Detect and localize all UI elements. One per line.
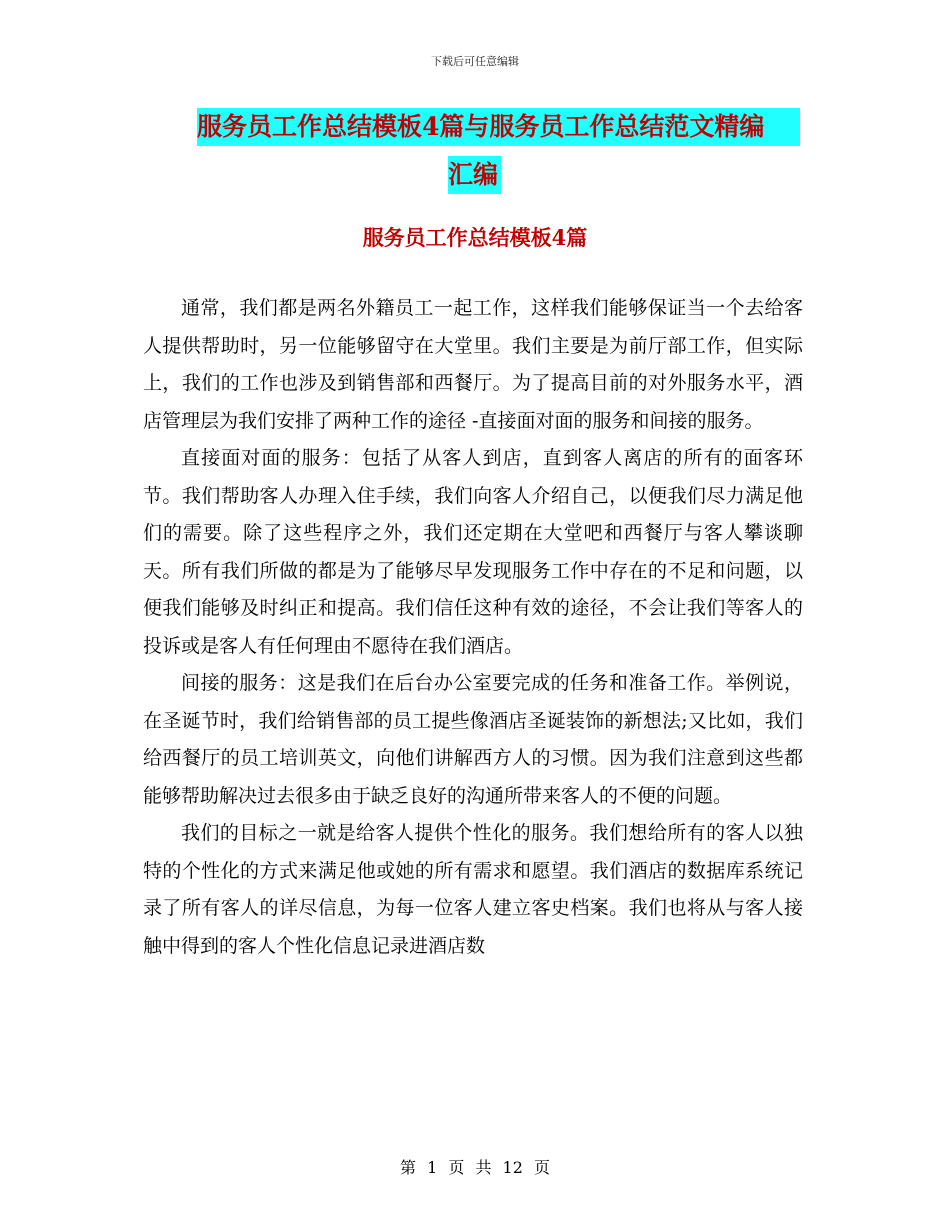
title-line-1: 服务员工作总结模板4篇与服务员工作总结范文精编: [197, 108, 800, 146]
header-note: 下载后可任意编辑: [431, 55, 519, 68]
title-line-2: 汇编: [448, 156, 501, 194]
page-footer: 第 1 页 共 12 页: [400, 1158, 550, 1177]
paragraph: 直接面对面的服务：包括了从客人到店，直到客人离店的所有的面客环节。我们帮助客人办理入住手续，我们向客人介绍自己，以便我们尽力满足他们的需要。除了这些程序之外，我们还定期在大堂吧和西餐厅与客人攀谈聊天。所有我们所做的都是为了能够尽早发现服务工作中存在的不足和问题，以便我们能够及时纠正和提高。我们信任这种有效的途径，不会让我们等客人的投诉或是客人有任何理由不愿待在我们酒店。: [143, 447, 803, 657]
section-title: 服务员工作总结模板4篇: [362, 225, 588, 250]
paragraph: 通常，我们都是两名外籍员工一起工作，这样我们能够保证当一个去给客人提供帮助时，另一位能够留守在大堂里。我们主要是为前厅部工作，但实际上，我们的工作也涉及到销售部和西餐厅。为了提高目前的对外服务水平，酒店管理层为我们安排了两种工作的途径 -直接面对面的服务和间接的服务。: [143, 297, 803, 432]
paragraph: 间接的服务：这是我们在后台办公室要完成的任务和准备工作。举例说，在圣诞节时，我们给销售部的员工提些像酒店圣诞装饰的新想法;又比如，我们给西餐厅的员工培训英文，向他们讲解西方人的习惯。因为我们注意到这些都能够帮助解决过去很多由于缺乏良好的沟通所带来客人的不便的问题。: [143, 672, 803, 807]
paragraph: 我们的目标之一就是给客人提供个性化的服务。我们想给所有的客人以独特的个性化的方式来满足他或她的所有需求和愿望。我们酒店的数据库系统记录了所有客人的详尽信息，为每一位客人建立客史档案。我们也将从与客人接触中得到的客人个性化信息记录进酒店数: [143, 822, 803, 957]
body-text: [143, 290, 803, 965]
